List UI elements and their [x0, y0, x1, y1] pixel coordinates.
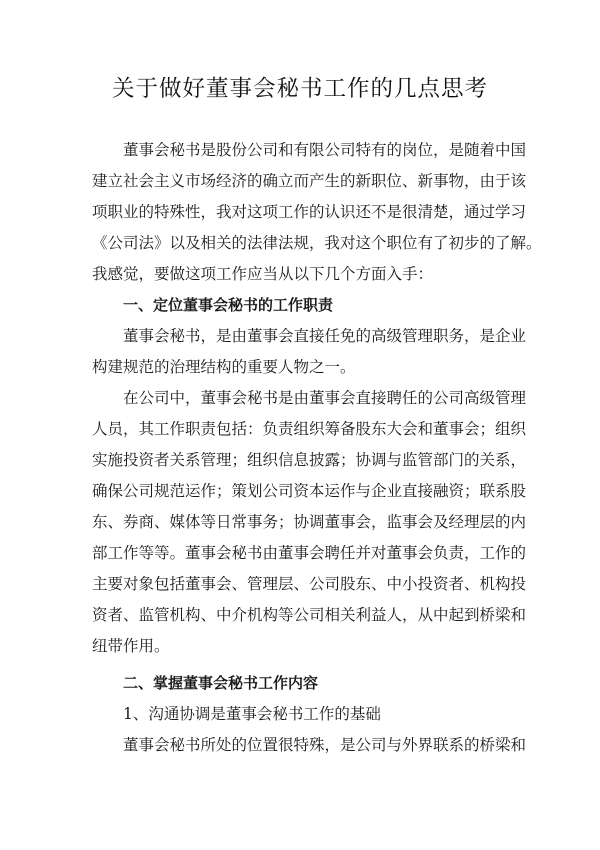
section-heading-2: 二、掌握董事会秘书工作内容 [123, 674, 319, 692]
section1-paragraph-1 [92, 321, 527, 383]
text-line: 纽带作用。 [92, 637, 170, 655]
text-line: 董事会秘书所处的位置很特殊，是公司与外界联系的桥梁和 [123, 736, 527, 754]
text-line: 我感觉，要做这项工作应当从以下几个方面入手： [92, 265, 434, 283]
text-line: 确保公司规范运作；策划公司资本运作与企业直接融资；联系股 [92, 482, 527, 500]
text-line: 人员，其工作职责包括：负责组织筹备股东大会和董事会；组织 [92, 420, 527, 438]
document-title: 关于做好董事会秘书工作的几点思考 [111, 76, 488, 102]
text-line: 构建规范的治理结构的重要人物之一。 [92, 358, 356, 376]
text-line: 董事会秘书是股份公司和有限公司特有的岗位，是随着中国 [123, 141, 527, 159]
intro-paragraph [92, 135, 542, 290]
text-line: 董事会秘书，是由董事会直接任免的高级管理职务，是企业 [123, 327, 527, 345]
text-line: 《公司法》以及相关的法律法规，我对这个职位有了初步的了解。 [92, 234, 542, 252]
text-line: 实施投资者关系管理；组织信息披露；协调与监管部门的关系， [92, 451, 527, 469]
text-line: 资者、监管机构、中介机构等公司相关利益人，从中起到桥梁和 [92, 606, 527, 624]
section2-paragraph-1 [92, 730, 527, 761]
text-line: 部工作等等。董事会秘书由董事会聘任并对董事会负责，工作的 [92, 544, 527, 562]
text-line: 主要对象包括董事会、管理层、公司股东、中小投资者、机构投 [92, 575, 527, 593]
text-line: 在公司中，董事会秘书是由董事会直接聘任的公司高级管理 [123, 389, 527, 407]
section1-paragraph-2 [92, 383, 527, 662]
document-body [92, 135, 542, 761]
text-line: 建立社会主义市场经济的确立而产生的新职位、新事物，由于该 [92, 172, 527, 190]
text-line: 东、券商、媒体等日常事务；协调董事会，监事会及经理层的内 [92, 513, 527, 531]
text-line: 项职业的特殊性，我对这项工作的认识还不是很清楚，通过学习 [92, 203, 527, 221]
section-heading-1: 一、定位董事会秘书的工作职责 [123, 296, 334, 314]
subsection-heading: 1、沟通协调是董事会秘书工作的基础 [123, 705, 381, 723]
